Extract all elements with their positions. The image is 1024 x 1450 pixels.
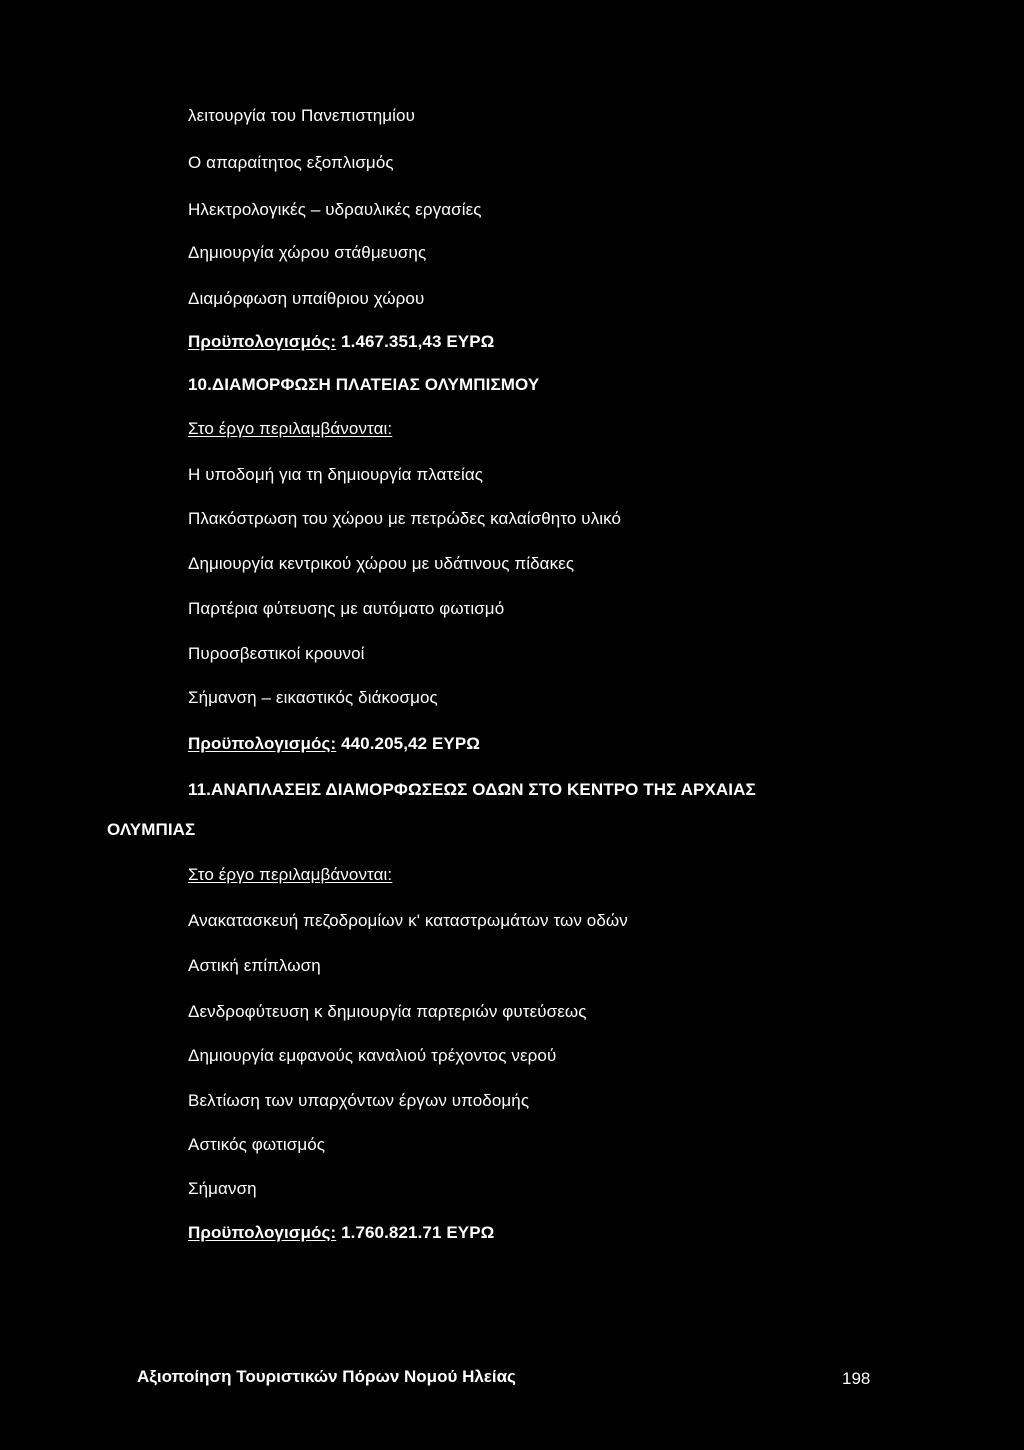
list-item: Διαμόρφωση υπαίθριου χώρου [188, 289, 425, 308]
list-item: Δενδροφύτευση κ δημιουργία παρτεριών φυτεύσεως [188, 1002, 587, 1021]
list-item: Δημιουργία κεντρικού χώρου με υδάτινους πίδακες [188, 554, 575, 573]
budget-label: Προϋπολογισμός: [188, 734, 337, 753]
budget-label: Προϋπολογισμός: [188, 1223, 337, 1242]
list-item: Παρτέρια φύτευσης με αυτόματο φωτισμό [188, 599, 505, 618]
list-item: Σήμανση – εικαστικός διάκοσμος [188, 688, 438, 707]
list-item: Πυροσβεστικοί κρουνοί [188, 644, 365, 663]
budget-line [188, 733, 480, 755]
budget-label: Προϋπολογισμός: [188, 332, 337, 351]
page-number: 198 [842, 1369, 871, 1388]
list-item: Δημιουργία χώρου στάθμευσης [188, 243, 427, 262]
list-item: Δημιουργία εμφανούς καναλιού τρέχοντος νερού [188, 1046, 557, 1065]
list-item: Η υποδομή για τη δημιουργία πλατείας [188, 465, 484, 484]
list-item: Ηλεκτρολογικές – υδραυλικές εργασίες [188, 200, 482, 219]
list-item: Ο απαραίτητος εξοπλισμός [188, 153, 394, 172]
includes-label: Στο έργο περιλαμβάνονται: [188, 865, 393, 884]
list-item: Βελτίωση των υπαρχόντων έργων υποδομής [188, 1091, 530, 1110]
list-item: λειτουργία του Πανεπιστημίου [188, 106, 416, 125]
budget-value: 1.760.821.71 ΕΥΡΩ [341, 1223, 495, 1242]
budget-line [188, 1222, 494, 1244]
list-item: Αστική επίπλωση [188, 956, 321, 975]
includes-label: Στο έργο περιλαμβάνονται: [188, 419, 393, 438]
section-heading: 11.ΑΝΑΠΛΑΣΕΙΣ ΔΙΑΜΟΡΦΩΣΕΩΣ ΟΔΩΝ ΣΤΟ ΚΕΝΤΡΟ ΤΗΣ ΑΡΧΑΙΑΣ [188, 780, 756, 799]
section-heading-continued: ΟΛΥΜΠΙΑΣ [107, 820, 196, 839]
list-item: Σήμανση [188, 1179, 257, 1198]
list-item: Αστικός φωτισμός [188, 1135, 326, 1154]
budget-line [188, 331, 494, 353]
footer-title: Αξιοποίηση Τουριστικών Πόρων Νομού Ηλείας [137, 1367, 516, 1386]
budget-value: 440.205,42 ΕΥΡΩ [341, 734, 481, 753]
section-heading: 10.ΔΙΑΜΟΡΦΩΣΗ ΠΛΑΤΕΙΑΣ ΟΛΥΜΠΙΣΜΟΥ [188, 375, 540, 394]
list-item: Πλακόστρωση του χώρου με πετρώδες καλαίσθητο υλικό [188, 509, 622, 528]
budget-value: 1.467.351,43 ΕΥΡΩ [341, 332, 495, 351]
list-item: Ανακατασκευή πεζοδρομίων κ' καταστρωμάτων των οδών [188, 911, 628, 930]
